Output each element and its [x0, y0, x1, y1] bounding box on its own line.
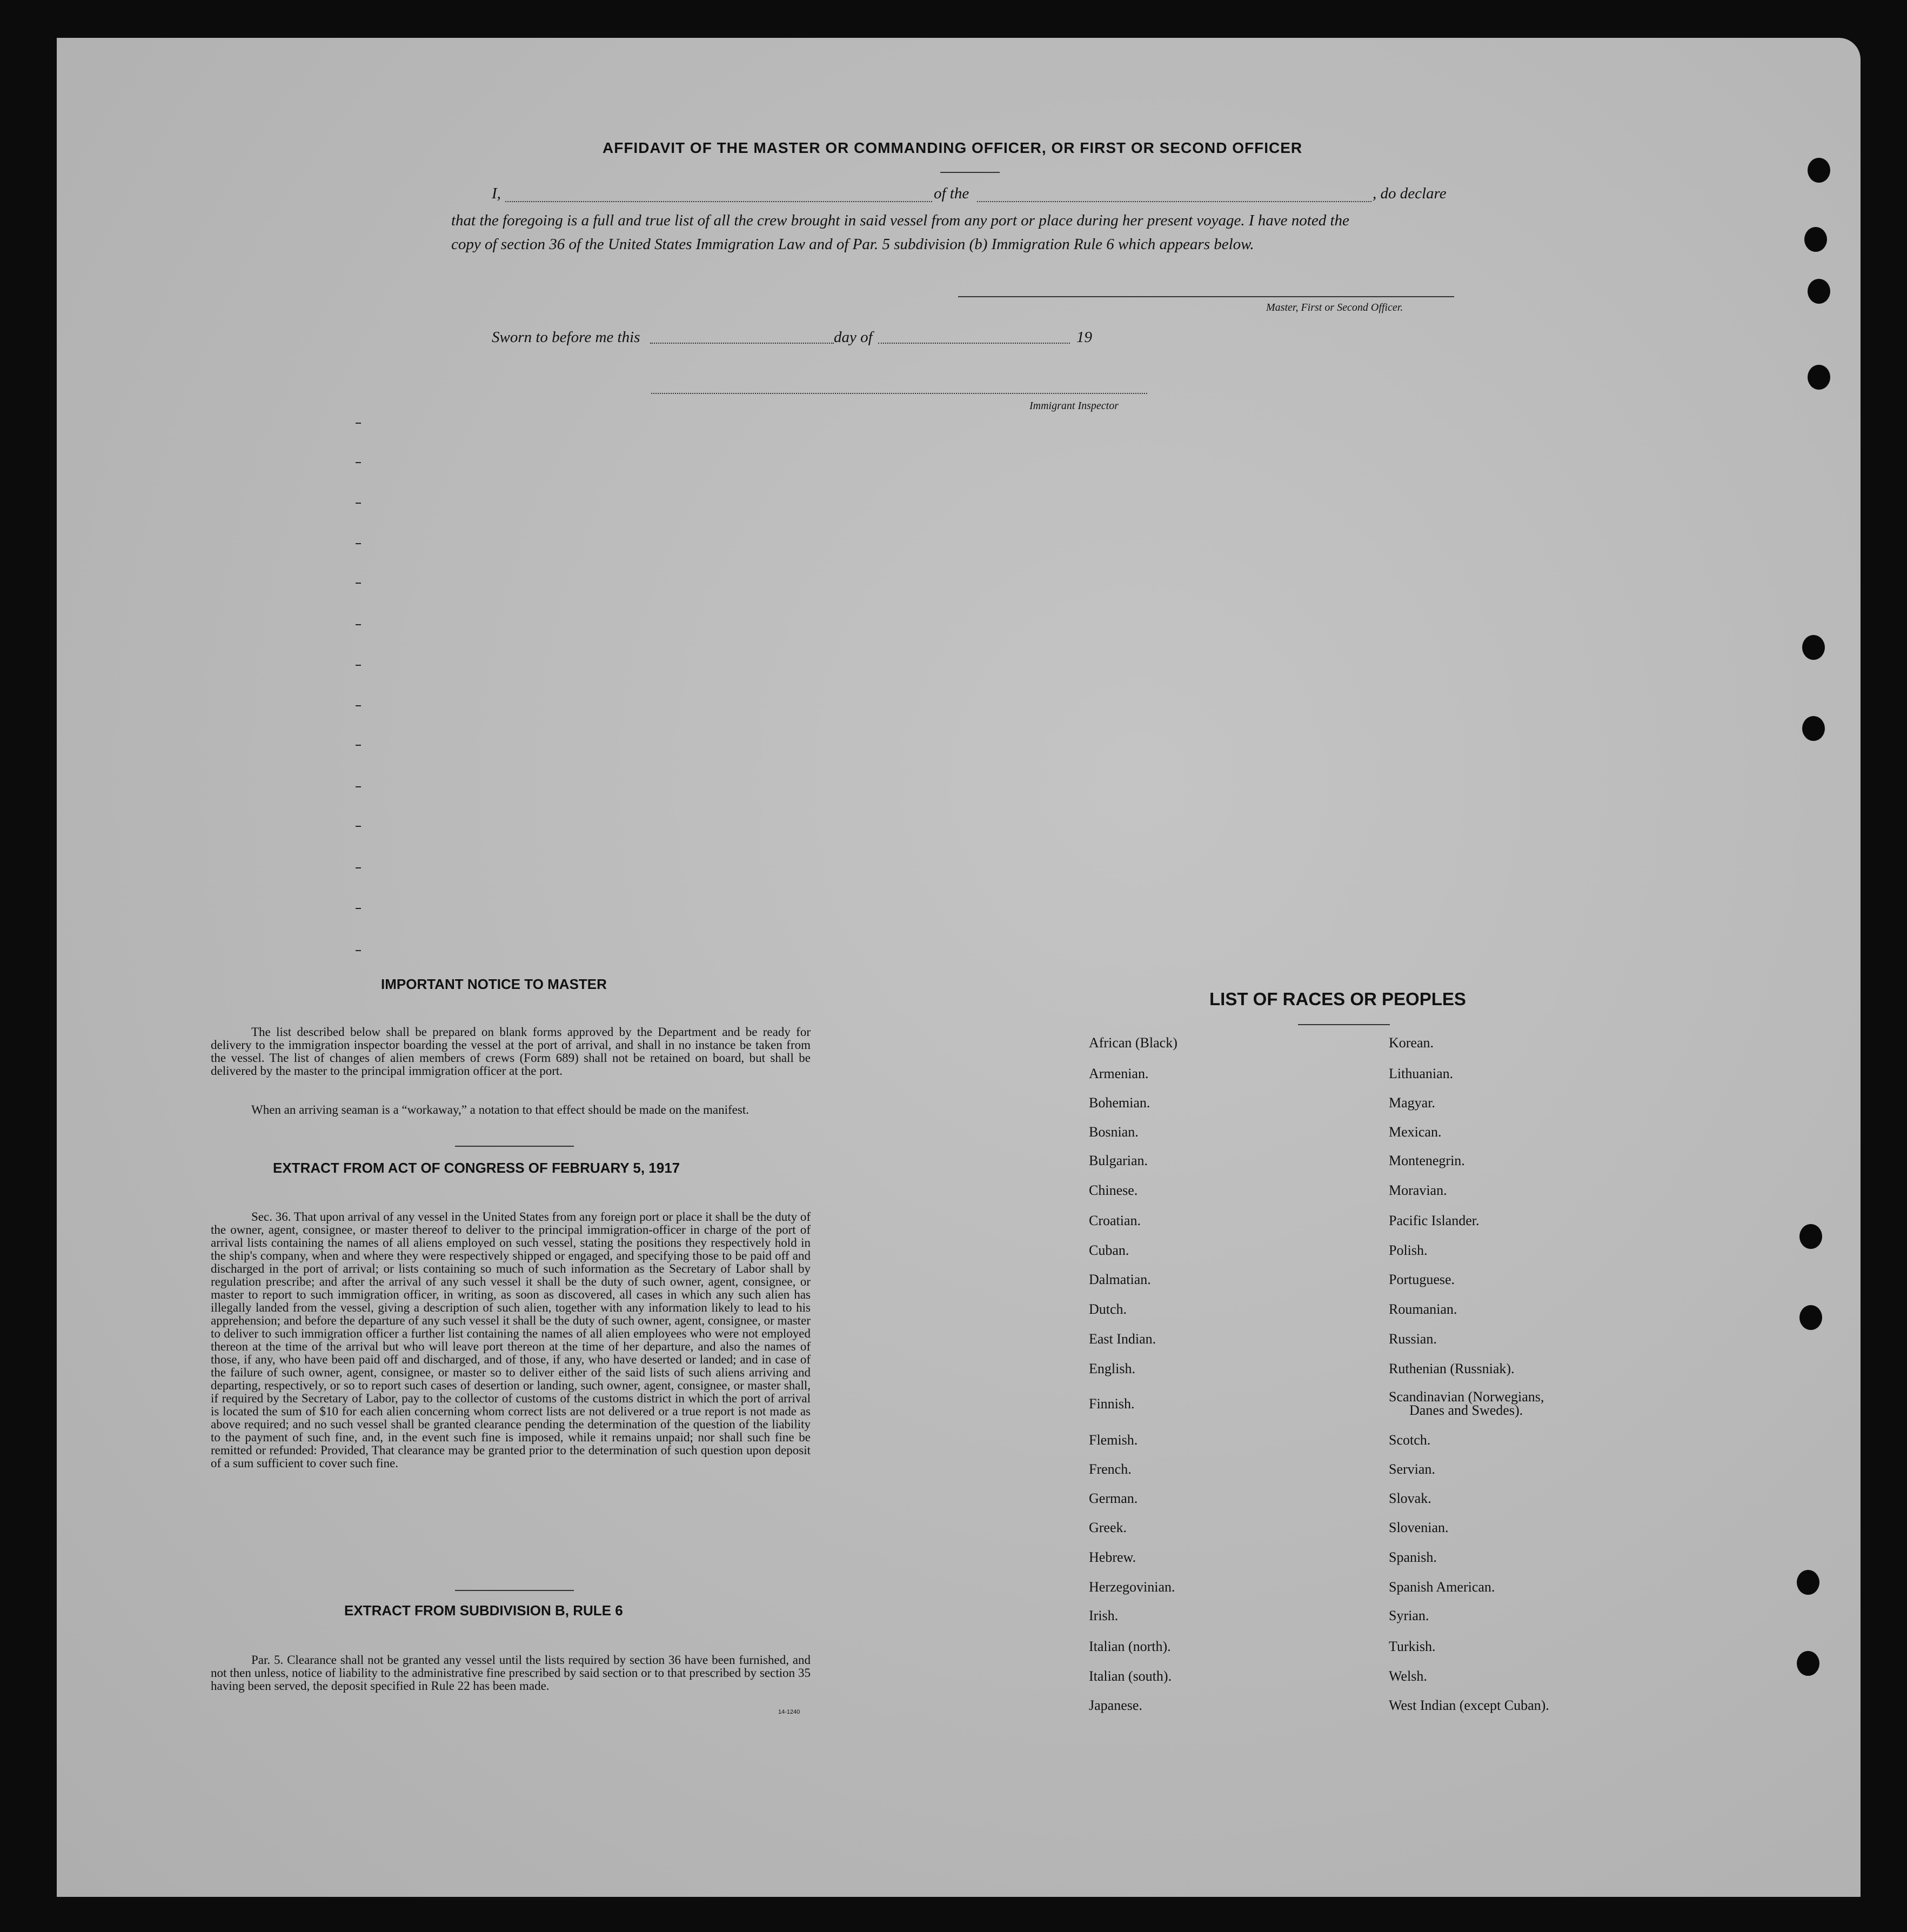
race-item: Portuguese.: [1389, 1272, 1455, 1287]
race-item: Russian.: [1389, 1331, 1437, 1347]
race-item: Finnish.: [1089, 1396, 1135, 1412]
binder-hole: [1802, 635, 1825, 660]
sworn-prefix: Sworn to before me this: [492, 329, 640, 346]
notice-title: IMPORTANT NOTICE TO MASTER: [381, 976, 607, 992]
race-item: Italian (south).: [1089, 1668, 1172, 1684]
notice-paragraph-2: When an arriving seaman is a “workaway,” a notation to that effect should be made on the manifest.: [251, 1103, 749, 1117]
affidavit-title: AFFIDAVIT OF THE MASTER OR COMMANDING OFFICER, OR FIRST OR SECOND OFFICER: [603, 139, 1303, 156]
race-item: Slovenian.: [1389, 1520, 1449, 1535]
sworn-month-blank[interactable]: [878, 343, 1070, 344]
binder-hole: [1808, 279, 1830, 304]
inspector-signature-blank[interactable]: [651, 393, 1147, 394]
binder-hole: [1797, 1651, 1819, 1676]
binder-hole: [1799, 1305, 1822, 1330]
vessel-blank[interactable]: [977, 201, 1371, 202]
binder-hole: [1808, 158, 1830, 183]
race-item: Dutch.: [1089, 1301, 1127, 1317]
race-item: Polish.: [1389, 1242, 1428, 1258]
race-item: Roumanian.: [1389, 1301, 1457, 1317]
race-item: German.: [1089, 1490, 1138, 1506]
sworn-day-blank[interactable]: [650, 343, 834, 344]
binder-hole: [1797, 1570, 1819, 1595]
signature-label: Master, First or Second Officer.: [1266, 302, 1403, 313]
race-item: Cuban.: [1089, 1242, 1129, 1258]
extract-rule-text: Par. 5. Clearance shall not be granted any vessel until the lists required by section 36 have been furnished, and not then unless, notice of liability to the administrative fine prescribed by said section or to that prescribed by section 35 having been served, the deposit specified in Rule 22 has been made.: [211, 1653, 811, 1693]
race-item: Japanese.: [1089, 1697, 1142, 1713]
race-item: Croatian.: [1089, 1213, 1141, 1228]
race-item: Bulgarian.: [1089, 1153, 1148, 1168]
race-item: Welsh.: [1389, 1668, 1427, 1684]
race-item: Moravian.: [1389, 1182, 1447, 1198]
affidavit-line1-prefix: I,: [492, 185, 501, 202]
race-item: Greek.: [1089, 1520, 1127, 1535]
race-item: Armenian.: [1089, 1066, 1149, 1081]
affidavit-line3: copy of section 36 of the United States Immigration Law and of Par. 5 subdivision (b) Immigration Rule 6 which appears below.: [451, 236, 1254, 253]
signature-line[interactable]: [958, 296, 1454, 297]
race-item: Hebrew.: [1089, 1549, 1136, 1565]
race-item: Chinese.: [1089, 1182, 1138, 1198]
affidavit-line1-suffix: , do declare: [1373, 185, 1447, 202]
race-item: Italian (north).: [1089, 1639, 1171, 1654]
sworn-year: 19: [1076, 329, 1092, 346]
form-number: 14-1240: [778, 1709, 800, 1715]
notice-paragraph-1: The list described below shall be prepared on blank forms approved by the Department and be ready for delivery to the immigration inspector boarding the vessel at the port of arrival, and shall in no instance be taken from the vessel. The list of changes of alien members of crews (Form 689) shall not be retained on board, but shall be delivered by the master to the principal immigration officer at the port.: [211, 1025, 811, 1078]
race-item: Ruthenian (Russniak).: [1389, 1361, 1515, 1376]
race-item: East Indian.: [1089, 1331, 1156, 1347]
race-item: Korean.: [1389, 1035, 1434, 1051]
race-item: Herzegovinian.: [1089, 1579, 1175, 1595]
race-item: Scotch.: [1389, 1432, 1431, 1448]
affidavit-line1-mid: of the: [934, 185, 969, 202]
races-title: LIST OF RACES OR PEOPLES: [1209, 989, 1466, 1009]
race-item: Turkish.: [1389, 1639, 1436, 1654]
race-item: Magyar.: [1389, 1095, 1435, 1111]
race-item: Syrian.: [1389, 1608, 1429, 1623]
form-sheet: [57, 38, 1861, 1897]
race-item: Bosnian.: [1089, 1124, 1139, 1140]
affidavit-line2: that the foregoing is a full and true list of all the crew brought in said vessel from any port or place during her present voyage. I have noted the: [451, 212, 1349, 229]
race-item: Spanish American.: [1389, 1579, 1495, 1595]
race-item: French.: [1089, 1461, 1132, 1477]
binder-hole: [1804, 227, 1827, 252]
race-item: Scandinavian (Norwegians,: [1389, 1389, 1544, 1405]
race-item: English.: [1089, 1361, 1135, 1376]
race-item: Dalmatian.: [1089, 1272, 1151, 1287]
inspector-label: Immigrant Inspector: [1029, 400, 1119, 412]
race-item: Pacific Islander.: [1389, 1213, 1480, 1228]
extract-act-title: EXTRACT FROM ACT OF CONGRESS OF FEBRUARY 5, 1917: [273, 1160, 680, 1176]
race-item: Bohemian.: [1089, 1095, 1150, 1111]
name-blank[interactable]: [505, 201, 932, 202]
race-item: Mexican.: [1389, 1124, 1442, 1140]
race-item: Flemish.: [1089, 1432, 1138, 1448]
race-item: Montenegrin.: [1389, 1153, 1465, 1168]
extract-rule-title: EXTRACT FROM SUBDIVISION B, RULE 6: [344, 1602, 623, 1619]
race-item: Lithuanian.: [1389, 1066, 1454, 1081]
race-item: Servian.: [1389, 1461, 1435, 1477]
race-item: West Indian (except Cuban).: [1389, 1697, 1549, 1713]
race-item: African (Black): [1089, 1035, 1177, 1051]
binder-hole: [1802, 716, 1825, 741]
race-item: Irish.: [1089, 1608, 1119, 1623]
extract-act-text: Sec. 36. That upon arrival of any vessel in the United States from any foreign port or place it shall be the duty of the owner, agent, consignee, or master thereof to deliver to the principal immigration-officer in charge of the port of arrival lists containing the names of all aliens employed on such vessel, stating the positions they respectively hold in the ship's company, when and where they were respectively shipped or engaged, and specifying those to be paid off and discharged in the port of arrival; or lists containing so much of such information as the Secretary of Labor shall by regulation prescribe; and after the arrival of any such vessel it shall be the duty of such owner, agent, consignee, or master to report to such immigration officer, in writing, as soon as discovered, all cases in which any such alien has illegally landed from the vessel, giving a description of such alien, together with any information likely to lead to his apprehension; and before the departure of any such vessel it shall be the duty of such owner, agent, consignee, or master to deliver to such immigration officer a further list containing the names of all alien employees who were not employed thereon at the time of the arrival but who will leave port thereon at the time of her departure, and also the names of those, if any, who have been paid off and discharged, and of those, if any, who have deserted or landed; and in case of the failure of such owner, agent, consignee, or master so to deliver either of the said lists of such aliens arriving and departing, respectively, or so to report such cases of desertion or landing, such owner, agent, consignee, or master shall, if required by the Secretary of Labor, pay to the collector of customs of the customs district in which the port of arrival is located the sum of $10 for each alien concerning whom correct lists are not delivered or a true report is not made as above required; and no such vessel shall be granted clearance pending the determination of the question of the liability to the payment of such fine, and, in the event such fine is imposed, while it remains unpaid; nor shall such fine be remitted or refunded: Provided, That clearance may be granted prior to the determination of such question upon deposit of a sum sufficient to cover such fine.: [211, 1210, 811, 1470]
race-item: Slovak.: [1389, 1490, 1431, 1506]
binder-hole: [1808, 365, 1830, 390]
race-item: Spanish.: [1389, 1549, 1437, 1565]
sworn-day-label: day of: [834, 329, 873, 346]
race-item-continuation: Danes and Swedes).: [1409, 1402, 1523, 1418]
binder-hole: [1799, 1224, 1822, 1249]
